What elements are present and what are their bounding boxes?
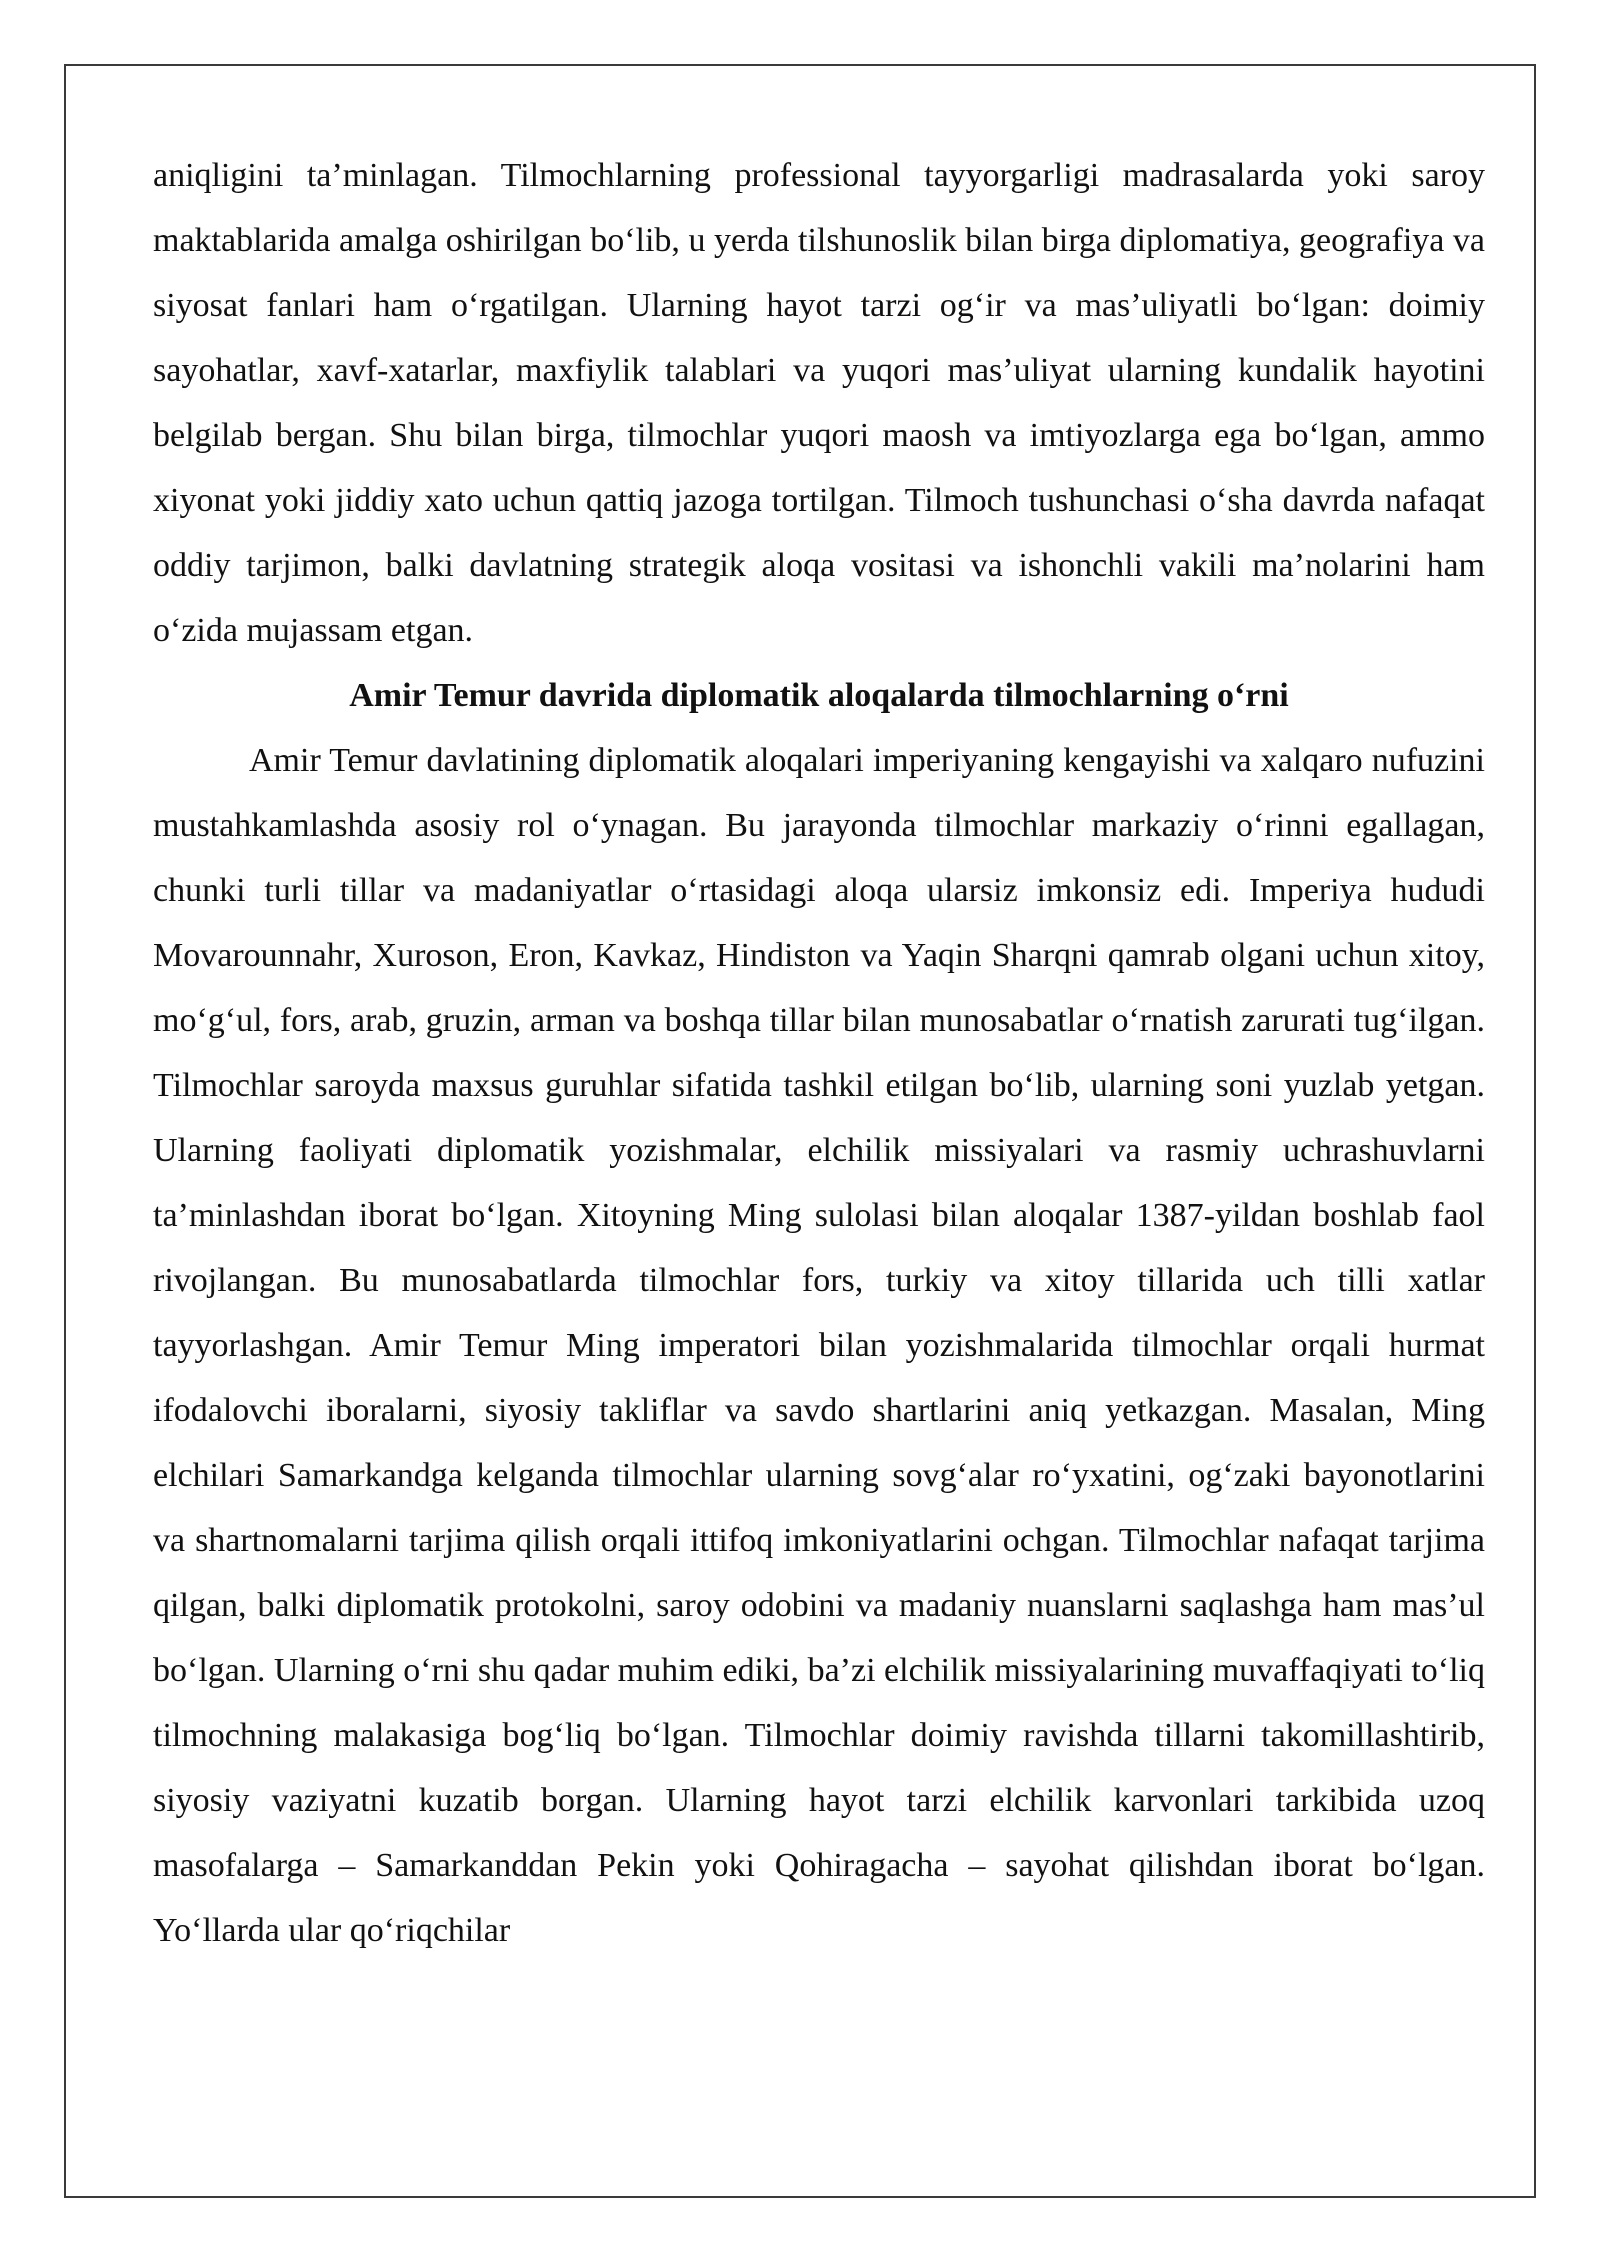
document-body: [153, 143, 1485, 1963]
paragraph-continued: aniqligini ta’minlagan. Tilmochlarning professional tayyorgarligi madrasalarda yoki saroy maktablarida amalga oshirilgan bo‘lib, u yerda tilshunoslik bilan birga diplomatiya, geografiya va siyosat fanlari ham o‘rgatilgan. Ularning hayot tarzi og‘ir va mas’uliyatli bo‘lgan: doimiy sayohatlar, xavf-xatarlar, maxfiylik talablari va yuqori mas’uliyat ularning kundalik hayotini belgilab bergan. Shu bilan birga, tilmochlar yuqori maosh va imtiyozlarga ega bo‘lgan, ammo xiyonat yoki jiddiy xato uchun qattiq jazoga tortilgan. Tilmoch tushunchasi o‘sha davrda nafaqat oddiy tarjimon, balki davlatning strategik aloqa vositasi va ishonchli vakili ma’nolarini ham o‘zida mujassam etgan.: [153, 157, 1485, 649]
section-heading: Amir Temur davrida diplomatik aloqalarda tilmochlarning o‘rni: [349, 677, 1289, 714]
paragraph-main: Amir Temur davlatining diplomatik aloqalari imperiyaning kengayishi va xalqaro nufuzini mustahkamlashda asosiy rol o‘ynagan. Bu jarayonda tilmochlar markaziy o‘rinni egallagan, chunki turli tillar va madaniyatlar o‘rtasidagi aloqa ularsiz imkonsiz edi. Imperiya hududi Movarounnahr, Xuroson, Eron, Kavkaz, Hindiston va Yaqin Sharqni qamrab olgani uchun xitoy, mo‘g‘ul, fors, arab, gruzin, arman va boshqa tillar bilan munosabatlar o‘rnatish zarurati tug‘ilgan. Tilmochlar saroyda maxsus guruhlar sifatida tashkil etilgan bo‘lib, ularning soni yuzlab yetgan. Ularning faoliyati diplomatik yozishmalar, elchilik missiyalari va rasmiy uchrashuvlarni ta’minlashdan iborat bo‘lgan. Xitoyning Ming sulolasi bilan aloqalar 1387-yildan boshlab faol rivojlangan. Bu munosabatlarda tilmochlar fors, turkiy va xitoy tillarida uch tilli xatlar tayyorlashgan. Amir Temur Ming imperatori bilan yozishmalarida tilmochlar orqali hurmat ifodalovchi iboralarni, siyosiy takliflar va savdo shartlarini aniq yetkazgan. Masalan, Ming elchilari Samarkandga kelganda tilmochlar ularning sovg‘alar ro‘yxatini, og‘zaki bayonotlarini va shartnomalarni tarjima qilish orqali ittifoq imkoniyatlarini ochgan. Tilmochlar nafaqat tarjima qilgan, balki diplomatik protokolni, saroy odobini va madaniy nuanslarni saqlashga ham mas’ul bo‘lgan. Ularning o‘rni shu qadar muhim ediki, ba’zi elchilik missiyalarining muvaffaqiyati to‘liq tilmochning malakasiga bog‘liq bo‘lgan. Tilmochlar doimiy ravishda tillarni takomillashtirib, siyosiy vaziyatni kuzatib borgan. Ularning hayot tarzi elchilik karvonlari tarkibida uzoq masofalarga – Samarkanddan Pekin yoki Qohiragacha – sayohat qilishdan iborat bo‘lgan. Yo‘llarda ular qo‘riqchilar: [153, 742, 1485, 1949]
